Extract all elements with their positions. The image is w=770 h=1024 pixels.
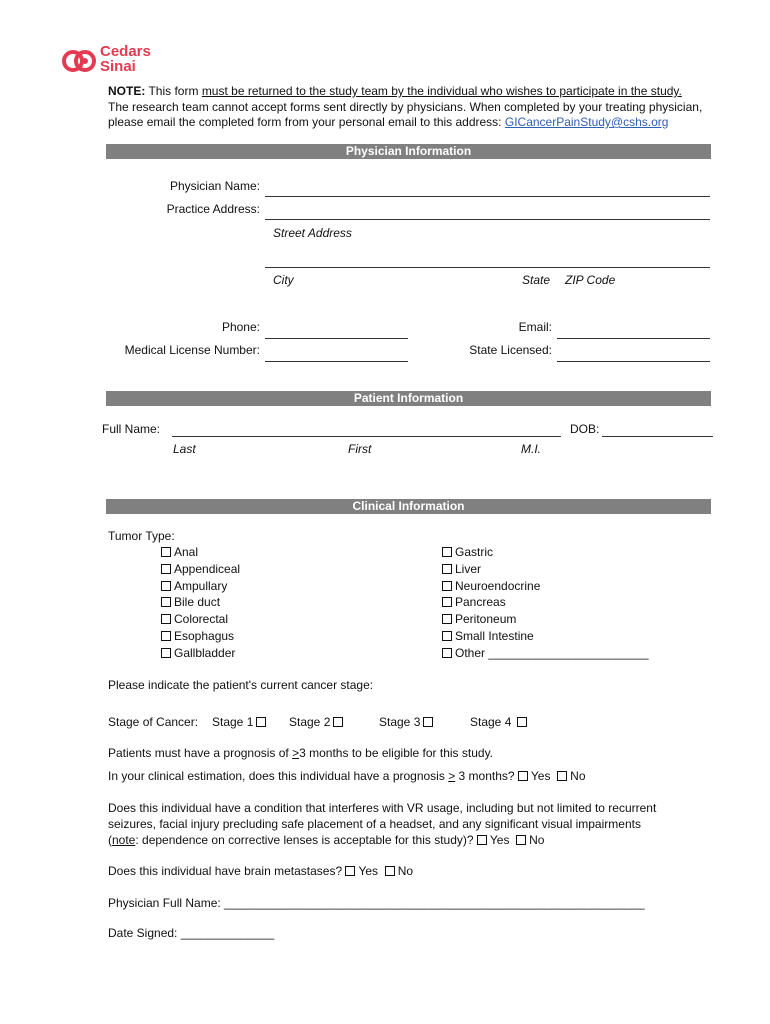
- prognosis-question: [108, 769, 586, 783]
- vr-no-checkbox[interactable]: [516, 835, 526, 845]
- logo-line2: Sinai: [100, 58, 136, 75]
- vr-question-line3: [108, 833, 544, 847]
- physician-name-label: Physician Name:: [169, 179, 260, 193]
- email-label: Email:: [518, 320, 552, 334]
- yes-label: Yes: [358, 864, 379, 878]
- zip-label: ZIP Code: [565, 273, 616, 287]
- prognosis-question-text: 3 months?: [455, 769, 518, 783]
- tumor-appendiceal-option[interactable]: [161, 561, 240, 578]
- tumor-peritoneum-option[interactable]: [442, 611, 516, 628]
- tumor-option-label: Bile duct: [174, 595, 221, 609]
- checkbox-icon[interactable]: [442, 547, 452, 557]
- checkbox-icon[interactable]: [442, 614, 452, 624]
- cedars-sinai-logo-mark-icon: [62, 46, 98, 76]
- checkbox-icon[interactable]: [161, 564, 171, 574]
- checkbox-icon[interactable]: [442, 597, 452, 607]
- date-signed-field[interactable]: ______________: [180, 926, 275, 940]
- checkbox-icon[interactable]: [517, 717, 527, 727]
- prognosis-no-checkbox[interactable]: [557, 771, 567, 781]
- note-line3: please email the completed form from your personal email to this address:: [108, 115, 505, 129]
- tumor-option-label: Pancreas: [455, 595, 506, 609]
- no-label: No: [397, 864, 414, 878]
- street-address-field[interactable]: [265, 219, 710, 220]
- tumor-gastric-option[interactable]: [442, 544, 493, 561]
- last-name-label: Last: [173, 442, 196, 456]
- license-number-label: Medical License Number:: [124, 343, 260, 357]
- brain-no-checkbox[interactable]: [385, 866, 395, 876]
- yes-label: Yes: [530, 769, 551, 783]
- stage-option-label: Stage 2: [289, 715, 331, 729]
- physician-full-name-row: [108, 896, 645, 910]
- vr-question-line2: seizures, facial injury precluding safe placement of a headset, and any significant visual impairments: [108, 817, 641, 831]
- checkbox-icon[interactable]: [161, 581, 171, 591]
- tumor-option-label: Appendiceal: [174, 562, 241, 576]
- checkbox-icon[interactable]: [161, 648, 171, 658]
- clinical-section-header: Clinical Information: [106, 499, 711, 514]
- vr-note-word: note: [112, 833, 136, 847]
- tumor-option-label: Colorectal: [174, 612, 229, 626]
- vr-yes-checkbox[interactable]: [477, 835, 487, 845]
- city-state-zip-field[interactable]: [265, 267, 710, 268]
- tumor-other-option[interactable]: [442, 645, 649, 662]
- date-signed-row: [108, 926, 274, 940]
- vr-line3-text: : dependence on corrective lenses is acceptable for this study)?: [135, 833, 477, 847]
- tumor-option-label: Small Intestine: [455, 629, 534, 643]
- tumor-esophagus-option[interactable]: [161, 628, 234, 645]
- state-label: State: [522, 273, 551, 287]
- prognosis-note-text: 3 months to be eligible for this study.: [299, 746, 494, 760]
- stage-3-option[interactable]: [379, 715, 436, 729]
- email-field[interactable]: [557, 338, 710, 339]
- checkbox-icon[interactable]: [161, 631, 171, 641]
- ge-symbol: >: [292, 746, 300, 760]
- no-label: No: [529, 833, 545, 847]
- tumor-option-label: Gallbladder: [174, 646, 236, 660]
- license-number-field[interactable]: [265, 361, 408, 362]
- phone-field[interactable]: [265, 338, 408, 339]
- checkbox-icon[interactable]: [161, 597, 171, 607]
- prognosis-yes-checkbox[interactable]: [518, 771, 528, 781]
- checkbox-icon[interactable]: [256, 717, 266, 727]
- ge-symbol: >: [448, 769, 456, 783]
- checkbox-icon[interactable]: [442, 631, 452, 641]
- prognosis-eligibility-note: [108, 746, 493, 760]
- checkbox-icon[interactable]: [423, 717, 433, 727]
- tumor-anal-option[interactable]: [161, 544, 198, 561]
- checkbox-icon[interactable]: [442, 564, 452, 574]
- stage-1-option[interactable]: [212, 715, 269, 729]
- stage-2-option[interactable]: [289, 715, 346, 729]
- brain-question-text: Does this individual have brain metastases?: [108, 864, 346, 878]
- prognosis-question-text: In your clinical estimation, does this individual have a prognosis: [108, 769, 449, 783]
- no-label: No: [570, 769, 586, 783]
- dob-label: DOB:: [570, 422, 600, 436]
- city-label: City: [273, 273, 294, 287]
- email-link[interactable]: GICancerPainStudy@cshs.org: [504, 115, 669, 129]
- brain-metastases-question: [108, 864, 413, 878]
- checkbox-icon[interactable]: [161, 614, 171, 624]
- cedars-sinai-logo: [62, 44, 162, 80]
- patient-section-header: Patient Information: [106, 391, 711, 406]
- tumor-liver-option[interactable]: [442, 561, 481, 578]
- stage-4-option[interactable]: [470, 715, 530, 729]
- tumor-ampullary-option[interactable]: [161, 578, 227, 595]
- tumor-neuroendocrine-option[interactable]: [442, 578, 540, 595]
- stage-option-label: Stage 4: [470, 715, 512, 729]
- physician-full-name-label: Physician Full Name:: [108, 896, 225, 910]
- checkbox-icon[interactable]: [442, 581, 452, 591]
- tumor-option-label: Esophagus: [174, 629, 235, 643]
- tumor-gallbladder-option[interactable]: [161, 645, 235, 662]
- date-signed-label: Date Signed:: [108, 926, 181, 940]
- state-licensed-label: State Licensed:: [469, 343, 552, 357]
- checkbox-icon[interactable]: [333, 717, 343, 727]
- phone-label: Phone:: [221, 320, 260, 334]
- instructions-note: [108, 84, 748, 131]
- logo-line1: Cedars: [100, 43, 151, 60]
- note-label: NOTE:: [108, 84, 146, 98]
- tumor-option-label: Neuroendocrine: [455, 579, 541, 593]
- checkbox-icon[interactable]: [161, 547, 171, 557]
- tumor-option-label: Gastric: [455, 545, 494, 559]
- stage-of-cancer-label: Stage of Cancer:: [108, 715, 199, 729]
- physician-section-header: Physician Information: [106, 144, 711, 159]
- note-underlined: must be returned to the study team by the individual who wishes to participate in the study.: [201, 84, 682, 98]
- mi-label: M.I.: [521, 442, 541, 456]
- tumor-option-label: Peritoneum: [455, 612, 517, 626]
- tumor-colorectal-option[interactable]: [161, 611, 228, 628]
- tumor-option-label: Liver: [455, 562, 482, 576]
- full-name-field[interactable]: [172, 436, 561, 437]
- state-licensed-field[interactable]: [557, 361, 710, 362]
- tumor-type-label: Tumor Type:: [108, 529, 175, 543]
- physician-full-name-field[interactable]: _______________________________________________________________: [224, 896, 645, 910]
- yes-label: Yes: [489, 833, 510, 847]
- tumor-pancreas-option[interactable]: [442, 594, 506, 611]
- note-line2: The research team cannot accept forms sent directly by physicians. When completed by your treating physician,: [108, 99, 703, 114]
- tumor-option-label: Anal: [174, 545, 199, 559]
- vr-line3-text: (: [108, 833, 112, 847]
- practice-address-label: Practice Address:: [166, 202, 260, 216]
- stage-option-label: Stage 1: [212, 715, 254, 729]
- tumor-option-label: Ampullary: [174, 579, 228, 593]
- stage-option-label: Stage 3: [379, 715, 421, 729]
- tumor-bile-duct-option[interactable]: [161, 594, 220, 611]
- physician-name-field[interactable]: [265, 196, 710, 197]
- tumor-option-label: Other ________________________: [455, 646, 649, 660]
- prognosis-note-text: Patients must have a prognosis of: [108, 746, 293, 760]
- full-name-label: Full Name:: [102, 422, 161, 436]
- street-address-label: Street Address: [273, 226, 352, 240]
- stage-prompt: Please indicate the patient's current cancer stage:: [108, 678, 374, 692]
- tumor-small-intestine-option[interactable]: [442, 628, 534, 645]
- dob-field[interactable]: [602, 436, 713, 437]
- checkbox-icon[interactable]: [442, 648, 452, 658]
- brain-yes-checkbox[interactable]: [345, 866, 355, 876]
- logo-wordmark: [100, 44, 151, 74]
- note-pre: This form: [145, 84, 202, 98]
- vr-question-line1: Does this individual have a condition that interferes with VR usage, including but not limited to recurrent: [108, 801, 657, 815]
- first-name-label: First: [348, 442, 372, 456]
